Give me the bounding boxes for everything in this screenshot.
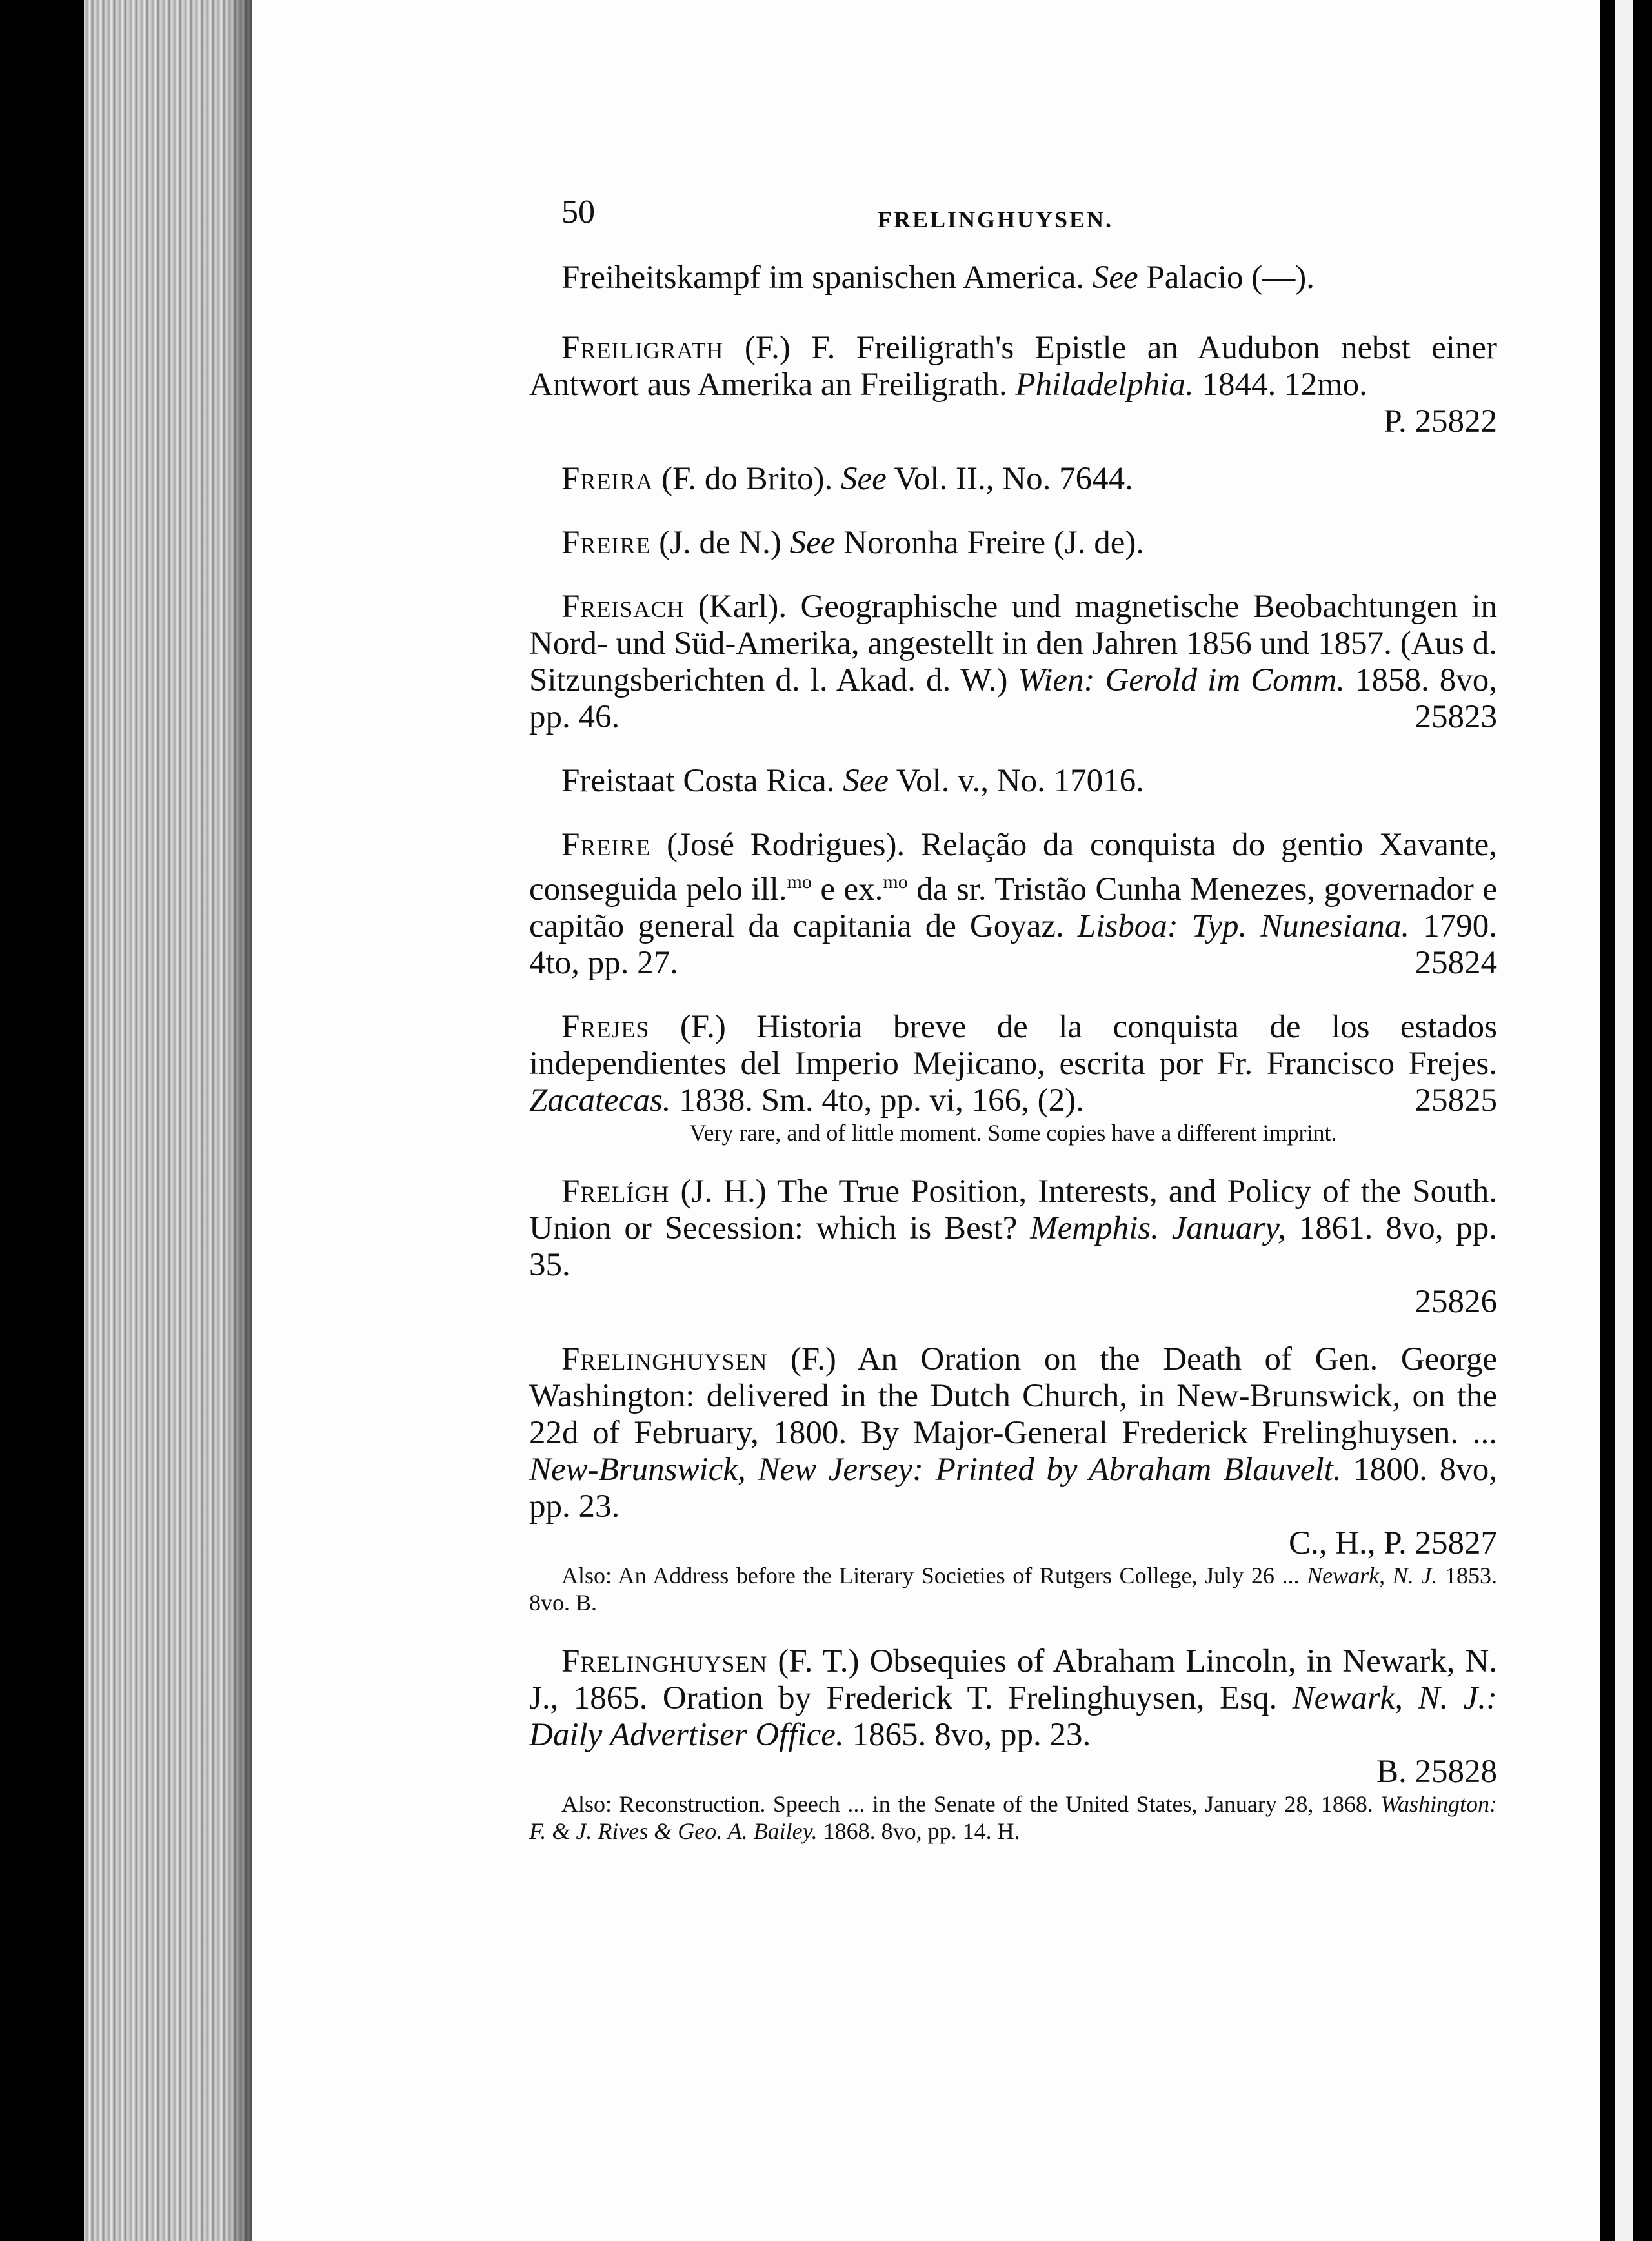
entry-4-number: 25823 xyxy=(1415,699,1497,735)
entry-10-note: Also: Reconstruction. Speech ... in the Senate of the United States, January 28, 1868. Washington: F. & J. Rives & Geo. A. Bailey. 1868. 8vo, pp. 14. H. xyxy=(529,1791,1497,1844)
entry-1: Freiligrath (F.) F. Freiligrath's Epistle an Audubon nebst einer Antwort aus Amerika an Freiligrath. Philadelphia. 1844. 12mo. xyxy=(529,330,1498,403)
entry-10-number: B. 25828 xyxy=(1376,1754,1497,1790)
page-edges xyxy=(84,0,252,2241)
scan-border-far-right xyxy=(1633,0,1652,2241)
scan-border-left xyxy=(0,0,84,2241)
entry-7: Frejes (F.) Historia breve de la conquista de los estados independientes del Imperio Mejicano, escrita por Fr. Francisco Frejes. Zacatecas. 1838. Sm. 4to, pp. vi, 166, (2). 25825 xyxy=(529,1009,1498,1119)
entry-10: Frelinghuysen (F. T.) Obsequies of Abraham Lincoln, in Newark, N. J., 1865. Oration by Frederick T. Frelinghuysen, Esq. Newark, N. J.: Daily Advertiser Office. 1865. 8vo, pp. 23. xyxy=(529,1643,1498,1753)
entry-3: Freire (J. de N.) See Noronha Freire (J. de). xyxy=(561,525,1145,561)
entry-5: Freistaat Costa Rica. See Vol. v., No. 17016. xyxy=(561,763,1144,799)
entry-6-number: 25824 xyxy=(1415,945,1497,981)
entry-8: Frelígh (J. H.) The True Position, Interests, and Policy of the South. Union or Secession: which is Best? Memphis. January, 1861. 8vo, pp. 35. xyxy=(529,1173,1498,1283)
entry-4: Freisach (Karl). Geographische und magnetische Beobachtungen in Nord- und Süd-Amerika, angestellt in den Jahren 1856 und 1857. (Aus d. Sitzungsberichten d. l. Akad. d. W.) Wien: Gerold im Comm. 1858. 8vo, pp. 46. 25823 xyxy=(529,589,1498,735)
entry-7-note: Very rare, and of little moment. Some copies have a different imprint. xyxy=(689,1120,1337,1146)
entry-7-number: 25825 xyxy=(1415,1082,1497,1119)
entry-6: Freire (José Rodrigues). Relação da conquista do gentio Xavante, conseguida pelo ill.$^{mo}$ e ex.$^{mo}$ da sr. Tristão Cunha Menezes, governador e capitão general da capitania de Goyaz. Lisboa: Typ. Nunesiana. 1790. 4to, pp. 27. 25824 xyxy=(529,827,1498,981)
entry-1-number: P. 25822 xyxy=(1384,403,1497,440)
entry-9-number: C., H., P. 25827 xyxy=(1288,1525,1497,1561)
scan-border-right xyxy=(1600,0,1615,2241)
entry-8-number: 25826 xyxy=(1415,1284,1497,1320)
entry-9: Frelinghuysen (F.) An Oration on the Death of Gen. George Washington: delivered in the Dutch Church, in New-Brunswick, on the 22d of February, 1800. By Major-General Frederick Frelinghuysen. ... New-Brunswick, New Jersey: Printed by Abraham Blauvelt. 1800. 8vo, pp. 23. xyxy=(529,1341,1498,1525)
running-head: FRELINGHUYSEN. xyxy=(878,207,1114,232)
entry-9-note: Also: An Address before the Literary Societies of Rutgers College, July 26 ... Newark, N. J. 1853. 8vo. B. xyxy=(529,1563,1497,1616)
entry-0: Freiheitskampf im spanischen America. See Palacio (—). xyxy=(561,259,1315,296)
entry-2: Freira (F. do Brito). See Vol. II., No. 7644. xyxy=(561,461,1133,497)
page-text xyxy=(529,194,1497,1845)
adjacent-page-edge xyxy=(1615,0,1633,2241)
page-header xyxy=(529,194,1497,239)
page-number: 50 xyxy=(561,194,595,230)
